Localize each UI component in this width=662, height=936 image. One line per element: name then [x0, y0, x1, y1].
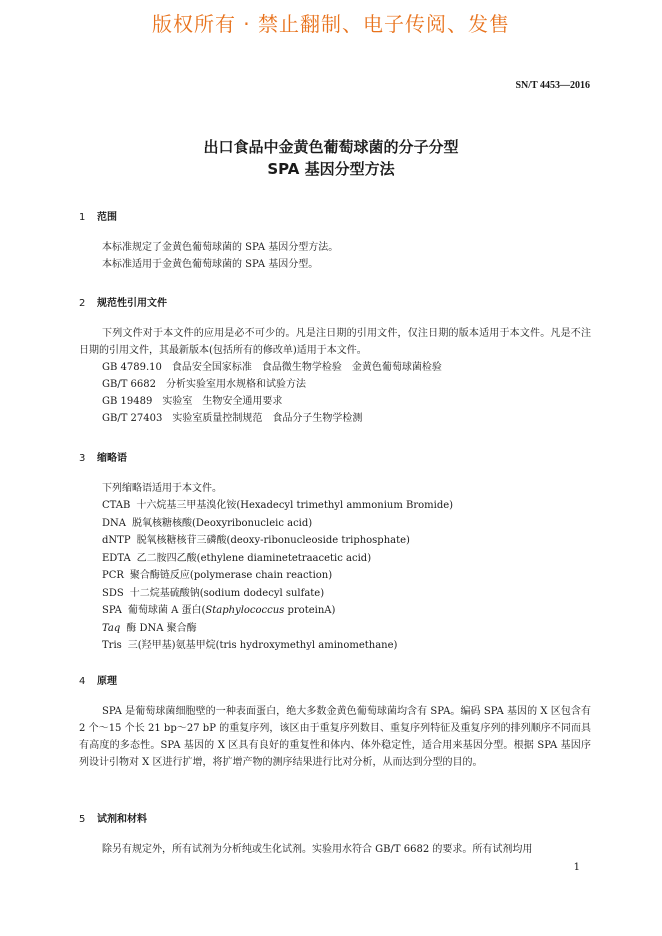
abbreviation-definition: 三(羟甲基)氨基甲烷(tris hydroxymethyl aminomethane) [127, 640, 398, 651]
abbreviation-term: DNA [102, 517, 126, 529]
reference-name: 实验室 生物安全通用要求 [162, 396, 283, 407]
section-2-heading [79, 294, 167, 309]
section-5-body [79, 841, 591, 858]
section-5-number: 5 [79, 814, 86, 825]
abbreviation-item [102, 585, 453, 603]
document-title [0, 136, 662, 180]
abbreviation-item [102, 497, 453, 515]
abbreviation-definition: 酶 DNA 聚合酶 [126, 622, 197, 634]
reference-name: 食品安全国家标准 食品微生物学检验 金黄色葡萄球菌检验 [171, 362, 442, 373]
standard-code: SN/T 4453—2016 [515, 80, 590, 91]
section-5-paragraph: 除另有规定外，所有试剂为分析纯或生化试剂。实验用水符合 GB/T 6682 的要求。所有试剂均用 [102, 844, 533, 855]
page-number: 1 [573, 862, 580, 873]
reference-item [102, 376, 442, 393]
abbreviation-definition: 脱氧核糖核苷三磷酸(deoxy-ribonucleoside triphosphate) [136, 535, 410, 546]
section-5-title: 试剂和材料 [97, 814, 147, 825]
reference-code: GB/T 6682 [102, 379, 157, 390]
reference-code: GB 19489 [102, 396, 153, 407]
title-line-1: 出口食品中金黄色葡萄球菌的分子分型 [203, 138, 459, 156]
abbreviation-term: CTAB [102, 500, 131, 511]
section-1-body [79, 239, 591, 273]
reference-item [102, 410, 442, 427]
abbreviation-term: EDTA [102, 552, 131, 564]
abbreviation-item [102, 567, 453, 585]
section-4-body [79, 703, 591, 771]
reference-name: 实验室质量控制规范 食品分子生物学检测 [172, 413, 363, 424]
abbreviation-definition: 聚合酶链反应(polymerase chain reaction) [129, 570, 333, 581]
copyright-watermark: 版权所有 · 禁止翻制、电子传阅、发售 [151, 12, 511, 36]
section-5-heading [79, 810, 147, 825]
section-3-title: 缩略语 [97, 453, 127, 464]
section-1-number: 1 [79, 212, 86, 223]
section-1-title: 范围 [97, 212, 117, 223]
abbreviation-item [102, 620, 453, 638]
abbreviation-item [102, 515, 453, 533]
section-2-title: 规范性引用文件 [97, 298, 167, 309]
abbreviation-definition: 乙二胺四乙酸(ethylene diaminetetraacetic acid) [136, 552, 372, 564]
section-3-intro [79, 480, 591, 497]
abbreviation-definition-suffix: proteinA) [284, 605, 336, 616]
abbreviation-term: dNTP [102, 535, 131, 546]
abbreviation-definition-prefix: 葡萄球菌 A 蛋白( [127, 605, 206, 616]
normative-references-list [102, 359, 442, 427]
section-3-number: 3 [79, 453, 86, 464]
section-4-paragraph: SPA 是葡萄球菌细胞壁的一种表面蛋白，绝大多数金黄色葡萄球菌均含有 SPA。编码 SPA 基因的 X 区包含有 2 个～15 个长 21 bp～27 bP 的重复序列，该区由于重复序列数目、重复序列特征及重复序列的排列顺序不同而具有高度的多态性。SPA 基因的 X 区具有良好的重复性和体内、体外稳定性，适合用来基因分型。根据 SPA 基因序列设计引物对 X 区进行扩增，将扩增产物的测序结果进行比对分析，从而达到分型的目的。 [79, 706, 591, 768]
reference-code: GB/T 27403 [102, 413, 163, 424]
abbreviation-term: SPA [102, 605, 122, 616]
section-1-heading [79, 208, 117, 223]
abbreviation-definition: 十六烷基三甲基溴化铵(Hexadecyl trimethyl ammonium Bromide) [136, 500, 454, 511]
section-1-paragraph: 本标准适用于金黄色葡萄球菌的 SPA 基因分型。 [102, 259, 319, 270]
reference-code: GB 4789.10 [102, 362, 162, 373]
abbreviation-definition: 脱氧核糖核酸(Deoxyribonucleic acid) [132, 517, 313, 529]
abbreviation-item [102, 637, 453, 655]
abbreviation-definition-italic: Staphylococcus [205, 605, 285, 616]
section-4-heading [79, 672, 117, 687]
reference-name: 分析实验室用水规格和试验方法 [166, 379, 307, 390]
abbreviation-term: Taq [102, 622, 121, 634]
abbreviation-term: SDS [102, 587, 124, 599]
abbreviation-term: PCR [102, 570, 124, 581]
section-2-number: 2 [79, 298, 86, 309]
section-3-heading [79, 449, 127, 464]
abbreviation-item [102, 550, 453, 568]
abbreviations-list [102, 497, 453, 655]
section-2-paragraph: 下列文件对于本文件的应用是必不可少的。凡是注日期的引用文件，仅注日期的版本适用于本文件。凡是不注日期的引用文件，其最新版本(包括所有的修改单)适用于本文件。 [79, 328, 591, 356]
abbreviation-item [102, 532, 453, 550]
reference-item [102, 359, 442, 376]
abbreviation-item [102, 602, 453, 620]
abbreviation-definition [128, 605, 336, 616]
section-4-title: 原理 [97, 676, 117, 687]
title-line-2: SPA 基因分型方法 [267, 160, 395, 178]
abbreviation-term: Tris [102, 640, 122, 651]
section-2-intro [79, 325, 591, 359]
section-3-paragraph: 下列缩略语适用于本文件。 [102, 483, 222, 494]
abbreviation-definition: 十二烷基硫酸钠(sodium dodecyl sulfate) [129, 587, 325, 599]
section-4-number: 4 [79, 676, 86, 687]
reference-item [102, 393, 442, 410]
section-1-paragraph: 本标准规定了金黄色葡萄球菌的 SPA 基因分型方法。 [102, 242, 339, 253]
